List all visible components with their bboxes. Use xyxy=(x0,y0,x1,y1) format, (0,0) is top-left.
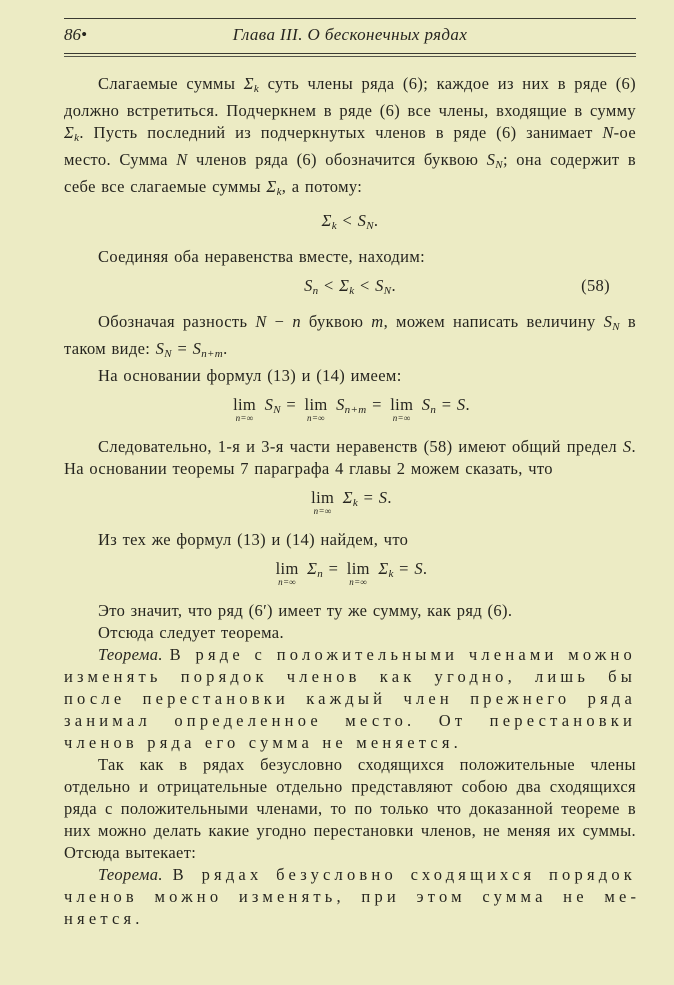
text: . xyxy=(391,276,396,295)
variable-subscript: n xyxy=(312,285,319,297)
variable-symbol: S xyxy=(603,312,613,331)
lim-subscript: n=∞ xyxy=(349,577,368,587)
lim-subscript: n=∞ xyxy=(307,413,326,423)
limit-operator xyxy=(311,486,335,516)
variable-subscript: k xyxy=(388,568,394,580)
theorem xyxy=(64,644,636,754)
paragraph xyxy=(64,436,636,480)
limit-operator xyxy=(233,393,257,423)
math-variable xyxy=(602,123,613,142)
paragraph xyxy=(64,622,636,644)
text: . xyxy=(223,339,228,358)
math-variable xyxy=(378,559,393,578)
top-rule xyxy=(64,18,636,19)
variable-symbol: S xyxy=(192,339,202,358)
math-variable xyxy=(422,395,436,414)
theorem-label: Теорема. xyxy=(98,645,163,664)
variable-symbol: S xyxy=(375,276,384,295)
lim-subscript: n=∞ xyxy=(235,413,254,423)
math-variable xyxy=(266,177,281,196)
variable-subscript: n+m xyxy=(201,348,224,360)
text: < xyxy=(337,211,358,230)
variable-symbol: S xyxy=(264,395,274,414)
variable-symbol: S xyxy=(304,276,313,295)
theorem-statement: В рядах безусловно сходящихся порядок членов можно изменять, при этом сумма не меняется. xyxy=(64,865,636,928)
formula xyxy=(64,274,636,303)
math-variable xyxy=(244,74,259,93)
variable-symbol: Σ xyxy=(64,123,75,142)
variable-subscript: N xyxy=(383,285,392,297)
formula xyxy=(64,393,636,422)
formula xyxy=(64,209,636,238)
math-variable xyxy=(156,339,172,358)
text: . Пусть последний из подчеркнутых членов в ряде (6) занимает xyxy=(79,123,603,142)
chapter-title: Глава III. О бесконечных рядах xyxy=(232,25,468,44)
math-variable xyxy=(307,559,323,578)
variable-symbol: S xyxy=(456,395,466,414)
text: . xyxy=(422,559,428,578)
math-variable xyxy=(339,276,354,295)
variable-subscript: N xyxy=(273,404,281,416)
text: < xyxy=(354,276,376,295)
text: Соединяя оба неравенства вместе, находим: xyxy=(98,247,426,266)
paragraph xyxy=(64,529,636,551)
variable-symbol: S xyxy=(155,339,165,358)
variable-subscript: n xyxy=(317,568,324,580)
text: Следовательно, 1-я и 3-я части неравенств (58) имеют общий предел xyxy=(98,437,623,456)
page-body xyxy=(64,73,636,930)
lim-text: lim xyxy=(311,488,335,507)
variable-symbol: S xyxy=(421,395,431,414)
variable-symbol: Σ xyxy=(321,211,332,230)
math-variable xyxy=(371,312,383,331)
text: Обозначая разность xyxy=(98,312,256,331)
paragraph xyxy=(64,754,636,864)
formula xyxy=(64,557,636,586)
math-variable xyxy=(193,339,224,358)
variable-subscript: N xyxy=(164,348,172,360)
variable-symbol: S xyxy=(357,211,367,230)
variable-subscript: N xyxy=(495,159,503,171)
text: в таком виде: xyxy=(64,312,637,358)
paragraph xyxy=(64,246,636,268)
math-variable xyxy=(343,488,358,507)
text: = xyxy=(171,339,193,358)
math-variable xyxy=(623,437,632,456)
lim-text: lim xyxy=(233,395,257,414)
variable-subscript: N xyxy=(612,321,620,333)
text: ; она содержит в себе все слагаемые суммы xyxy=(64,150,636,196)
lim-subscript: n=∞ xyxy=(313,506,332,516)
text xyxy=(163,865,173,884)
variable-symbol: S xyxy=(378,488,388,507)
variable-symbol: m xyxy=(371,312,384,331)
variable-subscript: n+m xyxy=(344,404,367,416)
formula xyxy=(64,486,636,515)
math-variable xyxy=(64,123,79,142)
theorem-label: Теорема. xyxy=(98,865,163,884)
variable-symbol: N xyxy=(602,123,614,142)
text: членов ряда (6) обозначится буквою xyxy=(187,150,487,169)
header-rule xyxy=(64,53,636,54)
variable-symbol: N xyxy=(255,312,267,331)
text: , можем написать величину xyxy=(383,312,604,331)
variable-subscript: k xyxy=(276,186,282,198)
variable-subscript: k xyxy=(331,220,337,232)
theorem-statement: В ряде с положительными членами можно изменять порядок членов как угодно, лишь бы после перестановки каждый член прежнего ряда занимал определенное место. От перестановки членов ряда его сумма не меняется. xyxy=(64,645,636,752)
text: Отсюда следует теорема. xyxy=(98,623,284,642)
variable-symbol: n xyxy=(292,312,301,331)
text: . xyxy=(373,211,379,230)
text: = xyxy=(358,488,379,507)
text xyxy=(163,645,170,664)
variable-subscript: k xyxy=(352,497,359,509)
variable-subscript: k xyxy=(253,83,260,95)
math-variable xyxy=(304,276,318,295)
text: = xyxy=(280,395,302,414)
paragraph xyxy=(64,311,636,365)
text: = xyxy=(366,395,388,414)
lim-text: lim xyxy=(390,395,414,414)
math-variable xyxy=(336,395,367,414)
text: На основании формул (13) и (14) имеем: xyxy=(98,366,402,385)
text: буквою xyxy=(300,312,372,331)
text: , а потому: xyxy=(281,177,363,196)
lim-text: lim xyxy=(275,559,299,578)
lim-subscript: n=∞ xyxy=(392,413,411,423)
limit-operator xyxy=(390,393,414,423)
text: -ое место. Сумма xyxy=(64,123,636,169)
theorem xyxy=(64,864,636,930)
variable-symbol: Σ xyxy=(307,559,318,578)
text: = xyxy=(393,559,415,578)
lim-text: lim xyxy=(346,559,370,578)
text: Так как в рядах безусловно сходящихся положительные члены отдельно и отрицательные отдельно представляют собою два сходящихся ряда с положительными членами, то по только что доказанной теореме в них можно делать какие угодно перестановки членов, не меняя их суммы. Отсюда вытекает: xyxy=(64,755,636,862)
variable-symbol: S xyxy=(414,559,423,578)
variable-symbol: Σ xyxy=(339,276,350,295)
math-variable xyxy=(255,312,266,331)
text: = xyxy=(323,559,344,578)
math-variable xyxy=(292,312,301,331)
text: . На основании теоремы 7 параграфа 4 главы 2 можем сказать, что xyxy=(64,437,636,478)
variable-symbol: N xyxy=(176,150,188,169)
header-rule-thin xyxy=(64,56,636,57)
text: . xyxy=(465,395,470,414)
variable-subscript: n xyxy=(430,404,437,416)
page-number: 86• xyxy=(64,25,87,44)
math-variable xyxy=(487,150,503,169)
variable-subscript: k xyxy=(349,285,355,297)
text: Это значит, что ряд (6′) имеет ту же сумму, как ряд (6). xyxy=(98,601,513,620)
running-header xyxy=(64,25,636,53)
text: суть члены ряда (6); каждое из них в ряде (6) должно встретиться. Подчеркнем в ряде (6) все члены, входящие в сумму xyxy=(64,74,636,120)
variable-subscript: k xyxy=(74,132,80,144)
lim-text: lim xyxy=(304,395,328,414)
paragraph xyxy=(64,365,636,387)
limit-operator xyxy=(346,557,370,587)
math-variable xyxy=(322,211,337,230)
lim-subscript: n=∞ xyxy=(278,577,297,587)
variable-symbol: Σ xyxy=(342,488,353,507)
variable-subscript: N xyxy=(366,220,374,232)
variable-symbol: Σ xyxy=(243,74,254,93)
variable-symbol: Σ xyxy=(266,177,277,196)
text: . xyxy=(387,488,392,507)
paragraph xyxy=(64,73,636,203)
text: − xyxy=(266,312,293,331)
math-variable xyxy=(604,312,620,331)
variable-symbol: Σ xyxy=(378,559,389,578)
variable-symbol: S xyxy=(336,395,345,414)
math-variable xyxy=(358,211,374,230)
variable-symbol: S xyxy=(486,150,496,169)
variable-symbol: S xyxy=(622,437,632,456)
math-variable xyxy=(375,276,391,295)
equation-number: (58) xyxy=(581,276,610,295)
text: Из тех же формул (13) и (14) найдем, что xyxy=(98,530,409,549)
math-variable xyxy=(176,150,187,169)
text: = xyxy=(436,395,457,414)
math-variable xyxy=(414,559,423,578)
limit-operator xyxy=(304,393,328,423)
text: < xyxy=(318,276,340,295)
text: Слагаемые суммы xyxy=(98,74,244,93)
limit-operator xyxy=(275,557,299,587)
book-page xyxy=(64,18,636,930)
paragraph xyxy=(64,600,636,622)
math-variable xyxy=(265,395,281,414)
